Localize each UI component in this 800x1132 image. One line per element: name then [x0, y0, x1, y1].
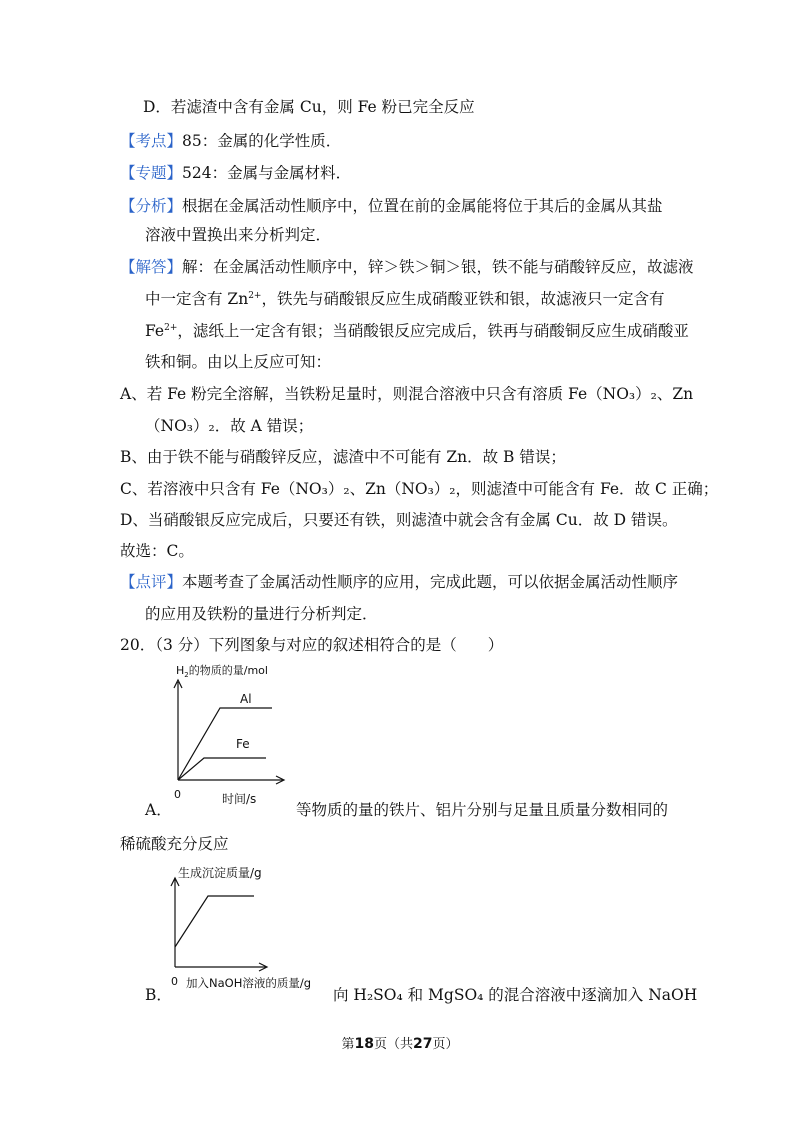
option-a-text1: 等物质的量的铁片、铝片分别与足量且质量分数相同的	[296, 801, 669, 819]
graph-a-fe-line	[178, 758, 266, 780]
footer-page-number: 18	[354, 1036, 374, 1052]
jieda-line3-a: Fe	[145, 322, 165, 340]
jieda-line2	[145, 289, 664, 309]
fe-charge: 2+	[164, 322, 178, 333]
kaodian-section	[120, 131, 341, 151]
jieda-line4: 铁和铜。由以上反应可知：	[145, 353, 332, 371]
dianping-section	[120, 572, 678, 592]
fenxi-line1: 根据在金属活动性顺序中，位置在前的金属能将位于其后的金属从其盐	[182, 197, 663, 215]
zn-charge: 2+	[248, 290, 262, 301]
dianping-line1: 本题考查了金属活动性顺序的应用，完成此题，可以依据金属活动性顺序	[182, 573, 679, 591]
graph-b-svg	[166, 862, 336, 994]
page-footer	[0, 1033, 800, 1052]
graph-a-origin: 0	[174, 788, 181, 801]
zhuanti-section	[120, 163, 351, 183]
kaodian-label: 【考点】	[120, 132, 183, 150]
option-d-text: D．若滤渣中含有金属 Cu，则 Fe 粉已完全反应	[143, 98, 475, 116]
option-a-text2: 稀硫酸充分反应	[120, 835, 229, 853]
footer-prefix: 第	[341, 1037, 355, 1052]
jieda-line2-a: 中一定含有 Zn	[145, 290, 249, 308]
option-b-letter: B．	[145, 986, 172, 1004]
fenxi-section	[120, 196, 663, 216]
jieda-section	[120, 257, 694, 277]
footer-middle: 页（共	[373, 1037, 413, 1052]
option-b-text: 向 H₂SO₄ 和 MgSO₄ 的混合溶液中逐滴加入 NaOH	[333, 986, 698, 1004]
zhuanti-label: 【专题】	[120, 164, 183, 182]
graph-a-al-label: Al	[240, 692, 252, 706]
question-20-stem: 20．（3 分）下列图象与对应的叙述相符合的是（ ）	[120, 636, 504, 654]
analysis-a-line1: A、若 Fe 粉完全溶解，当铁粉足量时，则混合溶液中只含有溶质 Fe（NO₃）₂、Zn	[120, 385, 694, 403]
graph-a-xlabel: 时间/s	[222, 792, 257, 806]
graph-a-svg	[168, 660, 293, 808]
jieda-line3	[145, 321, 689, 341]
graph-b	[166, 862, 336, 994]
graph-b-xlabel: 加入NaOH溶液的质量/g	[186, 976, 312, 990]
footer-suffix: 页）	[432, 1037, 459, 1052]
dianping-label: 【点评】	[120, 573, 183, 591]
dianping-line2: 的应用及铁粉的量进行分析判定．	[145, 605, 378, 623]
fenxi-line2: 溶液中置换出来分析判定．	[145, 226, 332, 244]
jieda-line1: 解：在金属活动性顺序中，锌＞铁＞铜＞银，铁不能与硝酸锌反应，故滤液	[182, 258, 694, 276]
jieda-line3-b: ，滤纸上一定含有银；当硝酸银反应完成后，铁再与硝酸铜反应生成硝酸亚	[177, 322, 689, 340]
graph-a	[168, 660, 293, 808]
graph-b-precipitate-line	[175, 896, 254, 947]
kaodian-text: 85：金属的化学性质．	[182, 132, 342, 150]
zhuanti-text: 524：金属与金属材料．	[182, 164, 352, 182]
analysis-b-line: B、由于铁不能与硝酸锌反应，滤渣中不可能有 Zn．故 B 错误；	[120, 448, 566, 466]
fenxi-label: 【分析】	[120, 197, 183, 215]
option-a-letter: A．	[145, 801, 172, 819]
answer-line: 故选：C。	[120, 542, 194, 560]
jieda-label: 【解答】	[120, 258, 183, 276]
footer-total-pages: 27	[413, 1036, 433, 1052]
graph-b-origin: 0	[171, 975, 178, 988]
graph-a-ylabel: $H_2$的物质的量/mol	[176, 664, 268, 679]
graph-a-al-line	[178, 708, 272, 780]
jieda-line2-b: ，铁先与硝酸银反应生成硝酸亚铁和银，故滤液只一定含有	[261, 290, 665, 308]
analysis-a-line2: （NO₃）₂．故 A 错误；	[145, 417, 314, 435]
graph-a-fe-label: Fe	[236, 737, 250, 751]
analysis-c-line: C、若溶液中只含有 Fe（NO₃）₂、Zn（NO₃）₂，则滤渣中可能含有 Fe．故 C 正确；	[120, 480, 719, 498]
graph-b-ylabel: 生成沉淀质量/g	[178, 866, 262, 880]
analysis-d-line: D、当硝酸银反应完成后，只要还有铁，则滤渣中就会含有金属 Cu．故 D 错误。	[120, 511, 678, 529]
